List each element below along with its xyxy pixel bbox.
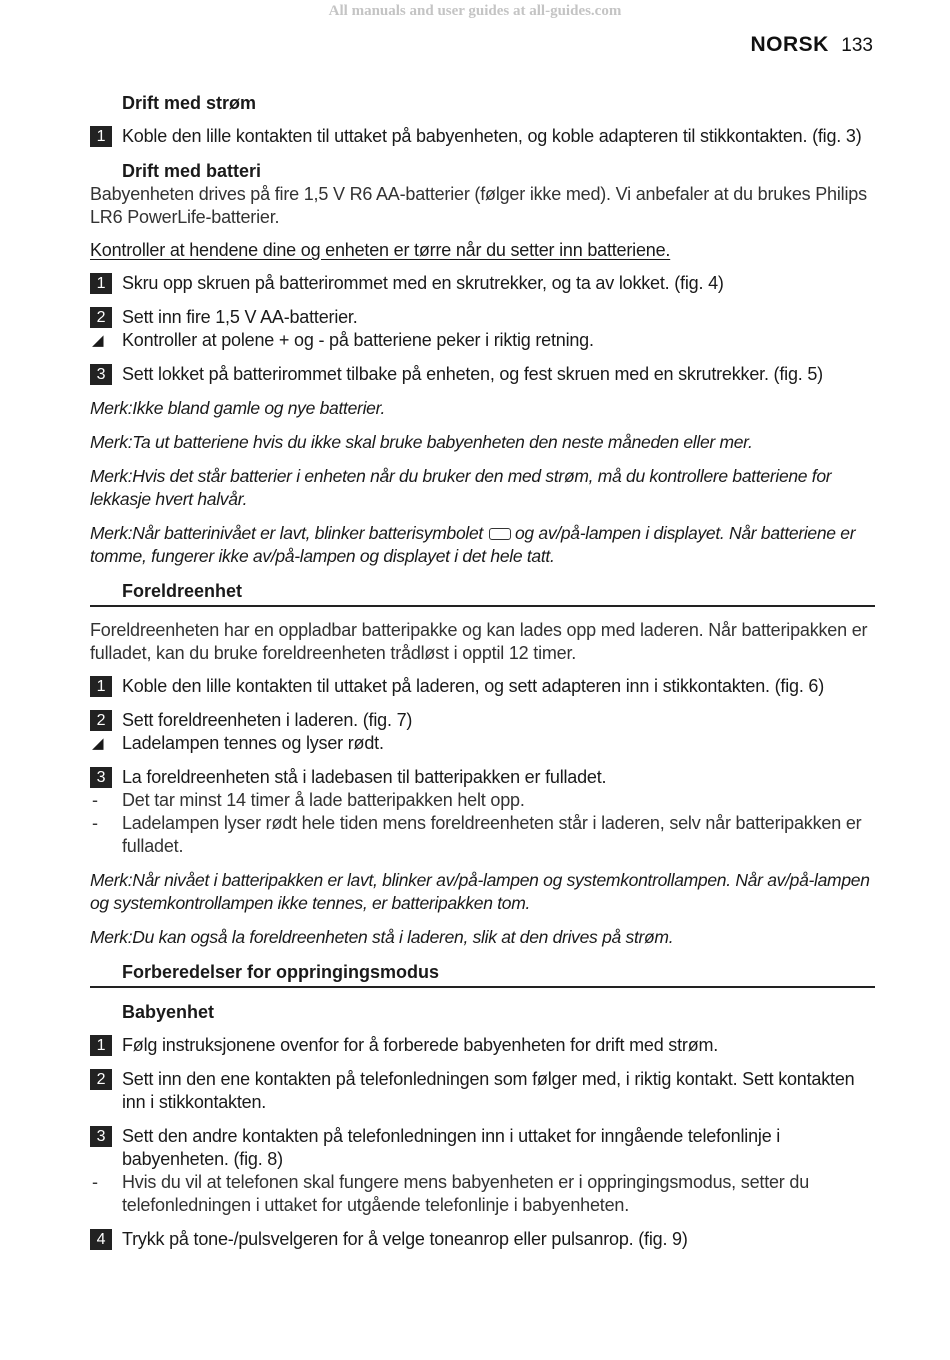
dash-marker: - xyxy=(92,813,98,833)
step-text: Koble den lille kontakten til uttaket på laderen, og sett adapteren inn i stikkontakten. (fig. 6) xyxy=(122,676,825,696)
step-text: Sett lokket på batterirommet tilbake på enheten, og fest skruen med en skrutrekker. (fig. 5) xyxy=(122,364,823,384)
step-number: 3 xyxy=(90,1126,112,1147)
dash-text: Ladelampen lyser rødt hele tiden mens foreldreenheten står i laderen, selv når batteripakken er fulladet. xyxy=(122,813,862,856)
step-text: Sett inn fire 1,5 V AA-batterier. xyxy=(122,307,358,327)
dash-text: Hvis du vil at telefonen skal fungere mens babyenheten er i oppringingsmodus, setter du telefonledningen i uttaket for utgående telefonlinje i babyenheten. xyxy=(122,1172,810,1215)
heading-drift-batteri: Drift med batteri xyxy=(122,161,262,181)
step-foreldre-2 xyxy=(90,709,875,732)
note-batteri-4 xyxy=(90,522,875,568)
step-number: 3 xyxy=(90,364,112,385)
step-foreldre-3-dash-2 xyxy=(90,812,875,858)
batteri-warning: Kontroller at hendene dine og enheten er tørre når du setter inn batteriene. xyxy=(90,240,671,260)
foreldreenhet-intro: Foreldreenheten har en oppladbar batteripakke og kan lades opp med laderen. Når batteripakken er fulladet, kan du bruke foreldreenheten trådløst i opptil 12 timer. xyxy=(90,620,868,663)
step-forb-2 xyxy=(90,1068,875,1114)
step-number: 1 xyxy=(90,676,112,697)
batteri-intro: Babyenheten drives på fire 1,5 V R6 AA-batterier (følger ikke med). Vi anbefaler at du brukes Philips LR6 PowerLife-batterier. xyxy=(90,184,867,227)
step-batteri-2-result xyxy=(90,329,875,352)
note-batteri-1: Merk:Ikke bland gamle og nye batterier. xyxy=(90,398,386,418)
watermark: All manuals and user guides at all-guides.com xyxy=(328,3,622,19)
step-strom-1 xyxy=(90,125,875,148)
step-forb-1 xyxy=(90,1034,875,1057)
note-foreldre-2: Merk:Du kan også la foreldreenheten stå i laderen, slik at den drives på strøm. xyxy=(90,927,674,947)
step-batteri-3 xyxy=(90,363,875,386)
step-number: 1 xyxy=(90,1035,112,1056)
dash-text: Det tar minst 14 timer å lade batteripakken helt opp. xyxy=(122,790,525,810)
step-text: Skru opp skruen på batterirommet med en skrutrekker, og ta av lokket. (fig. 4) xyxy=(122,273,724,293)
note-batteri-3: Merk:Hvis det står batterier i enheten når du bruker den med strøm, må du kontrollere batteriene for lekkasje hvert halvår. xyxy=(90,466,832,509)
note-batteri-2: Merk:Ta ut batteriene hvis du ikke skal bruke babyenheten den neste måneden eller mer. xyxy=(90,432,753,452)
result-text: Ladelampen tennes og lyser rødt. xyxy=(122,733,384,753)
step-foreldre-2-result xyxy=(90,732,875,755)
note-foreldre-1: Merk:Når nivået i batteripakken er lavt, blinker av/på-lampen og systemkontrollampen. Når av/på-lampen og systemkontrollampen ikke tennes, er batteripakken tom. xyxy=(90,870,870,913)
step-text: Trykk på tone-/pulsvelgeren for å velge toneanrop eller pulsanrop. (fig. 9) xyxy=(122,1229,688,1249)
battery-icon xyxy=(489,528,511,540)
step-number: 2 xyxy=(90,307,112,328)
page-number: 133 xyxy=(841,35,873,56)
result-text: Kontroller at polene + og - på batteriene peker i riktig retning. xyxy=(122,330,594,350)
heading-forberedelser: Forberedelser for oppringingsmodus xyxy=(90,960,875,988)
step-number: 2 xyxy=(90,1069,112,1090)
step-text: Sett den andre kontakten på telefonledningen inn i uttaket for inngående telefonlinje i babyenheten. (fig. 8) xyxy=(122,1126,781,1169)
result-arrow-icon: ◢ xyxy=(92,735,104,752)
step-text: Sett inn den ene kontakten på telefonledningen som følger med, i riktig kontakt. Sett kontakten inn i stikkontakten. xyxy=(122,1069,855,1112)
step-forb-3 xyxy=(90,1125,875,1171)
heading-foreldreenhet: Foreldreenhet xyxy=(90,579,875,607)
step-foreldre-3 xyxy=(90,766,875,789)
step-forb-4 xyxy=(90,1228,875,1251)
dash-marker: - xyxy=(92,1172,98,1192)
step-foreldre-1 xyxy=(90,675,875,698)
page-header xyxy=(751,33,874,57)
step-text: La foreldreenheten stå i ladebasen til batteripakken er fulladet. xyxy=(122,767,607,787)
result-arrow-icon: ◢ xyxy=(92,332,104,349)
note-text-b: og av/på-lampen i displayet. Når batteriene er tomme, fungerer ikke av/på-lampen og displayet i det hele tatt. xyxy=(90,523,856,566)
page-content xyxy=(90,91,875,1251)
heading-babyenhet: Babyenhet xyxy=(122,1002,215,1022)
step-number: 3 xyxy=(90,767,112,788)
step-text: Følg instruksjonene ovenfor for å forberede babyenheten for drift med strøm. xyxy=(122,1035,719,1055)
step-number: 4 xyxy=(90,1229,112,1250)
language-label: NORSK xyxy=(750,33,829,56)
step-number: 1 xyxy=(90,273,112,294)
step-text: Sett foreldreenheten i laderen. (fig. 7) xyxy=(122,710,413,730)
step-text: Koble den lille kontakten til uttaket på babyenheten, og koble adapteren til stikkontakten. (fig. 3) xyxy=(122,126,862,146)
heading-drift-strom: Drift med strøm xyxy=(122,93,257,113)
step-number: 2 xyxy=(90,710,112,731)
note-text-a: Merk:Når batterinivået er lavt, blinker batterisymbolet xyxy=(90,523,483,543)
dash-marker: - xyxy=(92,790,98,810)
step-number: 1 xyxy=(90,126,112,147)
step-forb-3-dash-1 xyxy=(90,1171,875,1217)
step-batteri-1 xyxy=(90,272,875,295)
step-batteri-2 xyxy=(90,306,875,329)
step-foreldre-3-dash-1 xyxy=(90,789,875,812)
